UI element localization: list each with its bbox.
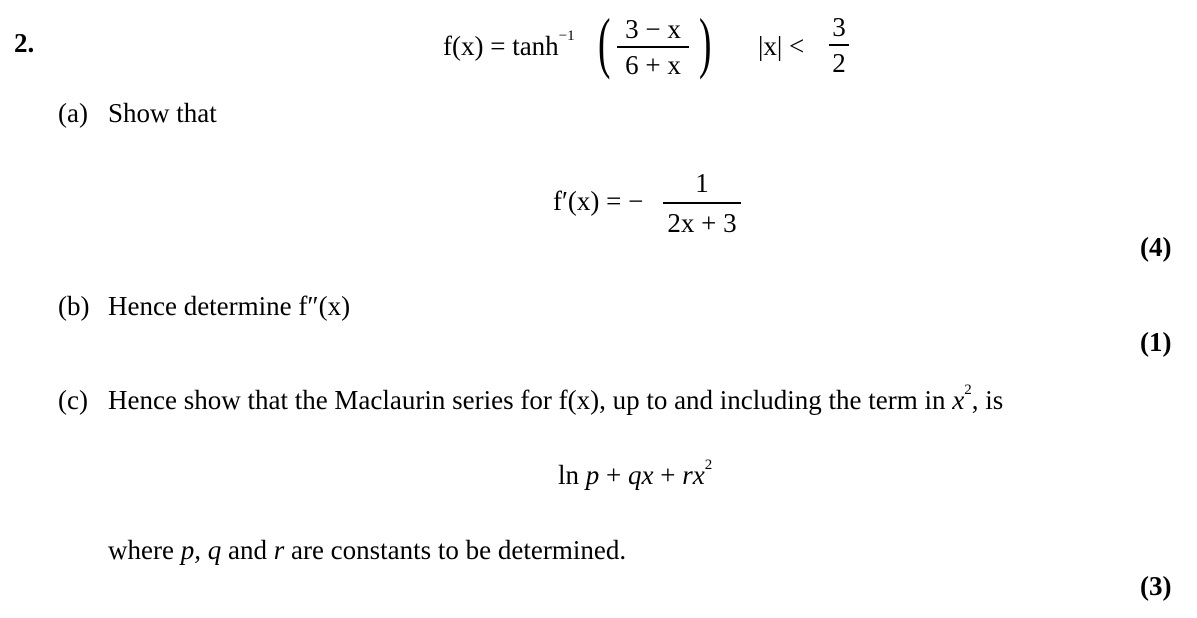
- part-a-marks: (4): [1140, 232, 1172, 262]
- condition-denominator: 2: [832, 47, 846, 78]
- part-c-text: Hence show that the Maclaurin series for f(x), up to and including the term in $x^2$, is: [108, 382, 1004, 415]
- domain-condition: |x| <: [758, 31, 805, 61]
- fraction-denominator: 6 + x: [625, 49, 681, 80]
- constants-text: where p, q and r are constants to be determined.: [108, 535, 627, 565]
- condition-fraction: [829, 14, 849, 77]
- maclaurin-series: ln p + qx + $rx^2$: [558, 457, 713, 490]
- condition-numerator: 3: [832, 12, 846, 42]
- question-number: 2.: [14, 28, 35, 58]
- function-fraction: [617, 16, 689, 79]
- second-derivative: f″(x): [298, 291, 351, 321]
- inverse-superscript: −1: [558, 28, 575, 44]
- part-a-label: (a): [58, 98, 88, 128]
- derivative-numerator: 1: [695, 168, 709, 198]
- part-b-marks: (1): [1140, 327, 1172, 357]
- right-paren: ): [699, 4, 712, 80]
- part-c-label: (c): [58, 385, 88, 415]
- part-c-marks: (3): [1140, 571, 1172, 601]
- part-b-text: Hence determine f″(x): [108, 291, 351, 321]
- derivative-denominator: 2x + 3: [667, 207, 737, 238]
- fraction-numerator: 3 − x: [625, 14, 681, 44]
- derivative-fraction: [663, 170, 741, 237]
- function-definition-lhs: $f(x) = \tanh^{-1}$: [443, 28, 575, 61]
- left-paren: (: [598, 4, 611, 80]
- part-b-label: (b): [58, 291, 90, 321]
- part-a-text: Show that: [108, 98, 217, 128]
- derivative-lhs: f′(x) = −: [553, 186, 644, 216]
